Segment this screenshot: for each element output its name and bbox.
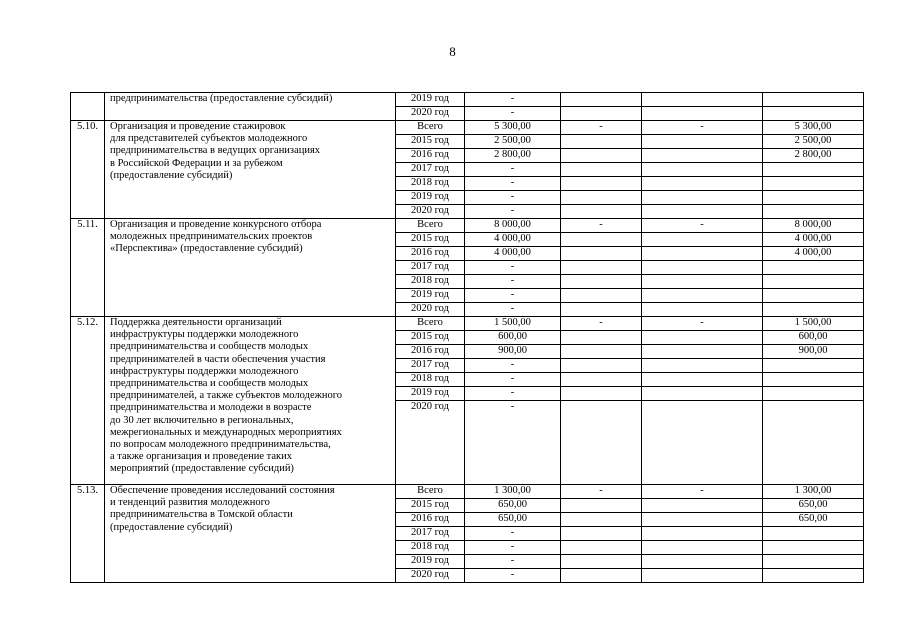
- federal-budget-cell: [561, 247, 642, 261]
- total-cell: -: [465, 93, 561, 107]
- total-cell: -: [465, 373, 561, 387]
- other-source-cell: [763, 569, 864, 583]
- other-source-cell: [763, 387, 864, 401]
- year-cell: 2020 год: [396, 401, 465, 485]
- total-cell: 900,00: [465, 345, 561, 359]
- regional-budget-cell: [642, 541, 763, 555]
- description-line: межрегиональных и международных мероприятиях: [110, 426, 342, 438]
- description-line: Организация и проведение стажировок: [110, 121, 286, 132]
- federal-budget-cell: -: [561, 121, 642, 135]
- regional-budget-cell: [642, 107, 763, 121]
- year-cell: Всего: [396, 121, 465, 135]
- federal-budget-cell: [561, 359, 642, 373]
- other-source-cell: [763, 373, 864, 387]
- description-line: до 30 лет включительно в региональных,: [110, 414, 294, 426]
- other-source-cell: 650,00: [763, 499, 864, 513]
- total-cell: 600,00: [465, 331, 561, 345]
- description-line: предпринимательства в ведущих организациях: [110, 145, 321, 157]
- other-source-cell: 8 000,00: [763, 219, 864, 233]
- federal-budget-cell: [561, 373, 642, 387]
- regional-budget-cell: [642, 401, 763, 485]
- federal-budget-cell: [561, 401, 642, 485]
- year-cell: 2020 год: [396, 569, 465, 583]
- page-number: 8: [449, 44, 456, 59]
- year-cell: 2016 год: [396, 247, 465, 261]
- table-row: [71, 317, 864, 331]
- item-number: [71, 93, 105, 121]
- other-source-cell: 5 300,00: [763, 121, 864, 135]
- federal-budget-cell: [561, 177, 642, 191]
- total-cell: 2 800,00: [465, 149, 561, 163]
- other-source-cell: 650,00: [763, 513, 864, 527]
- federal-budget-cell: -: [561, 317, 642, 331]
- total-cell: -: [465, 303, 561, 317]
- year-cell: 2015 год: [396, 233, 465, 247]
- total-cell: -: [465, 191, 561, 205]
- regional-budget-cell: [642, 331, 763, 345]
- regional-budget-cell: [642, 93, 763, 107]
- other-source-cell: 1 500,00: [763, 317, 864, 331]
- federal-budget-cell: [561, 163, 642, 177]
- item-description: [105, 317, 396, 485]
- description-line: Организация и проведение конкурсного отбора: [110, 219, 322, 230]
- year-cell: 2019 год: [396, 387, 465, 401]
- year-cell: 2016 год: [396, 345, 465, 359]
- total-cell: -: [465, 359, 561, 373]
- regional-budget-cell: [642, 527, 763, 541]
- regional-budget-cell: [642, 289, 763, 303]
- other-source-cell: [763, 163, 864, 177]
- total-cell: 4 000,00: [465, 247, 561, 261]
- other-source-cell: [763, 359, 864, 373]
- year-cell: 2019 год: [396, 289, 465, 303]
- item-description: [105, 121, 396, 219]
- description-line: а также организация и проведение таких: [110, 451, 293, 463]
- regional-budget-cell: [642, 373, 763, 387]
- other-source-cell: [763, 555, 864, 569]
- other-source-cell: [763, 191, 864, 205]
- federal-budget-cell: [561, 149, 642, 163]
- other-source-cell: [763, 303, 864, 317]
- federal-budget-cell: [561, 275, 642, 289]
- description-line: предпринимателей в части обеспечения участия: [110, 353, 326, 365]
- other-source-cell: [763, 261, 864, 275]
- year-cell: 2020 год: [396, 303, 465, 317]
- item-description: [105, 219, 396, 317]
- other-source-cell: [763, 177, 864, 191]
- description-line: предпринимательства и молодежи в возрасте: [110, 402, 312, 414]
- description-line: по вопросам молодежного предпринимательства,: [110, 439, 331, 451]
- description-line: предпринимательства в Томской области: [110, 509, 293, 521]
- regional-budget-cell: [642, 247, 763, 261]
- total-cell: -: [465, 289, 561, 303]
- other-source-cell: [763, 93, 864, 107]
- year-cell: 2015 год: [396, 499, 465, 513]
- federal-budget-cell: -: [561, 485, 642, 499]
- description-line: молодежных предпринимательских проектов: [110, 231, 313, 243]
- other-source-cell: [763, 289, 864, 303]
- total-cell: -: [465, 107, 561, 121]
- regional-budget-cell: [642, 177, 763, 191]
- table-row: [71, 485, 864, 499]
- regional-budget-cell: -: [642, 317, 763, 331]
- table-body: [71, 93, 864, 583]
- total-cell: -: [465, 569, 561, 583]
- description-line: предпринимателей, а также субъектов молодежного: [110, 390, 343, 402]
- federal-budget-cell: [561, 513, 642, 527]
- regional-budget-cell: -: [642, 121, 763, 135]
- total-cell: -: [465, 163, 561, 177]
- other-source-cell: [763, 275, 864, 289]
- regional-budget-cell: [642, 303, 763, 317]
- regional-budget-cell: [642, 135, 763, 149]
- total-cell: 4 000,00: [465, 233, 561, 247]
- description-line: «Перспектива» (предоставление субсидий): [110, 243, 303, 255]
- description-line: инфраструктуры поддержки молодежного: [110, 365, 299, 377]
- item-number: 5.10.: [71, 121, 105, 219]
- regional-budget-cell: [642, 163, 763, 177]
- total-cell: -: [465, 205, 561, 219]
- federal-budget-cell: [561, 261, 642, 275]
- year-cell: 2017 год: [396, 527, 465, 541]
- description-line: (предоставление субсидий): [110, 521, 233, 533]
- regional-budget-cell: [642, 499, 763, 513]
- description-line: предпринимательства (предоставление субсидий): [110, 93, 333, 104]
- description-line: в Российской Федерации и за рубежом: [110, 157, 283, 169]
- federal-budget-cell: [561, 205, 642, 219]
- year-cell: 2016 год: [396, 513, 465, 527]
- description-line: мероприятий (предоставление субсидий): [110, 463, 294, 475]
- year-cell: Всего: [396, 219, 465, 233]
- regional-budget-cell: [642, 345, 763, 359]
- regional-budget-cell: [642, 205, 763, 219]
- description-line: инфраструктуры поддержки молодежного: [110, 329, 299, 341]
- total-cell: -: [465, 541, 561, 555]
- total-cell: 1 300,00: [465, 485, 561, 499]
- total-cell: -: [465, 275, 561, 289]
- description-line: Поддержка деятельности организаций: [110, 317, 282, 328]
- total-cell: -: [465, 555, 561, 569]
- item-description: [105, 485, 396, 583]
- year-cell: Всего: [396, 485, 465, 499]
- other-source-cell: 2 800,00: [763, 149, 864, 163]
- total-cell: 5 300,00: [465, 121, 561, 135]
- other-source-cell: 2 500,00: [763, 135, 864, 149]
- table-row: [71, 93, 864, 107]
- year-cell: Всего: [396, 317, 465, 331]
- item-number: 5.12.: [71, 317, 105, 485]
- year-cell: 2018 год: [396, 541, 465, 555]
- year-cell: 2019 год: [396, 191, 465, 205]
- regional-budget-cell: [642, 275, 763, 289]
- federal-budget-cell: [561, 499, 642, 513]
- regional-budget-cell: -: [642, 485, 763, 499]
- federal-budget-cell: [561, 527, 642, 541]
- other-source-cell: [763, 205, 864, 219]
- federal-budget-cell: [561, 331, 642, 345]
- federal-budget-cell: [561, 387, 642, 401]
- other-source-cell: [763, 401, 864, 485]
- year-cell: 2015 год: [396, 331, 465, 345]
- year-cell: 2018 год: [396, 275, 465, 289]
- year-cell: 2018 год: [396, 373, 465, 387]
- year-cell: 2017 год: [396, 163, 465, 177]
- description-line: для представителей субъектов молодежного: [110, 133, 308, 145]
- federal-budget-cell: [561, 303, 642, 317]
- year-cell: 2016 год: [396, 149, 465, 163]
- table-row: [71, 219, 864, 233]
- regional-budget-cell: [642, 513, 763, 527]
- total-cell: 8 000,00: [465, 219, 561, 233]
- federal-budget-cell: [561, 555, 642, 569]
- item-number: 5.13.: [71, 485, 105, 583]
- description-line: предпринимательства и сообществ молодых: [110, 341, 309, 353]
- total-cell: -: [465, 261, 561, 275]
- other-source-cell: 600,00: [763, 331, 864, 345]
- regional-budget-cell: [642, 191, 763, 205]
- description-line: Обеспечение проведения исследований состояния: [110, 485, 335, 496]
- other-source-cell: 4 000,00: [763, 233, 864, 247]
- year-cell: 2015 год: [396, 135, 465, 149]
- federal-budget-cell: [561, 107, 642, 121]
- year-cell: 2020 год: [396, 107, 465, 121]
- item-number: 5.11.: [71, 219, 105, 317]
- regional-budget-cell: -: [642, 219, 763, 233]
- year-cell: 2017 год: [396, 261, 465, 275]
- total-cell: 1 500,00: [465, 317, 561, 331]
- total-cell: -: [465, 527, 561, 541]
- regional-budget-cell: [642, 233, 763, 247]
- regional-budget-cell: [642, 555, 763, 569]
- regional-budget-cell: [642, 387, 763, 401]
- federal-budget-cell: [561, 93, 642, 107]
- total-cell: -: [465, 387, 561, 401]
- other-source-cell: [763, 107, 864, 121]
- total-cell: 650,00: [465, 499, 561, 513]
- federal-budget-cell: [561, 191, 642, 205]
- description-line: предпринимательства и сообществ молодых: [110, 378, 309, 390]
- federal-budget-cell: -: [561, 219, 642, 233]
- other-source-cell: [763, 541, 864, 555]
- other-source-cell: [763, 527, 864, 541]
- description-line: и тенденций развития молодежного: [110, 497, 270, 509]
- year-cell: 2018 год: [396, 177, 465, 191]
- other-source-cell: 1 300,00: [763, 485, 864, 499]
- table-row: [71, 121, 864, 135]
- budget-table: [70, 92, 864, 583]
- year-cell: 2020 год: [396, 205, 465, 219]
- federal-budget-cell: [561, 289, 642, 303]
- year-cell: 2017 год: [396, 359, 465, 373]
- regional-budget-cell: [642, 569, 763, 583]
- federal-budget-cell: [561, 345, 642, 359]
- other-source-cell: 900,00: [763, 345, 864, 359]
- total-cell: 650,00: [465, 513, 561, 527]
- year-cell: 2019 год: [396, 555, 465, 569]
- total-cell: -: [465, 177, 561, 191]
- federal-budget-cell: [561, 135, 642, 149]
- regional-budget-cell: [642, 359, 763, 373]
- total-cell: 2 500,00: [465, 135, 561, 149]
- item-description: [105, 93, 396, 121]
- regional-budget-cell: [642, 149, 763, 163]
- federal-budget-cell: [561, 569, 642, 583]
- year-cell: 2019 год: [396, 93, 465, 107]
- regional-budget-cell: [642, 261, 763, 275]
- description-line: (предоставление субсидий): [110, 169, 233, 181]
- federal-budget-cell: [561, 233, 642, 247]
- federal-budget-cell: [561, 541, 642, 555]
- total-cell: -: [465, 401, 561, 485]
- other-source-cell: 4 000,00: [763, 247, 864, 261]
